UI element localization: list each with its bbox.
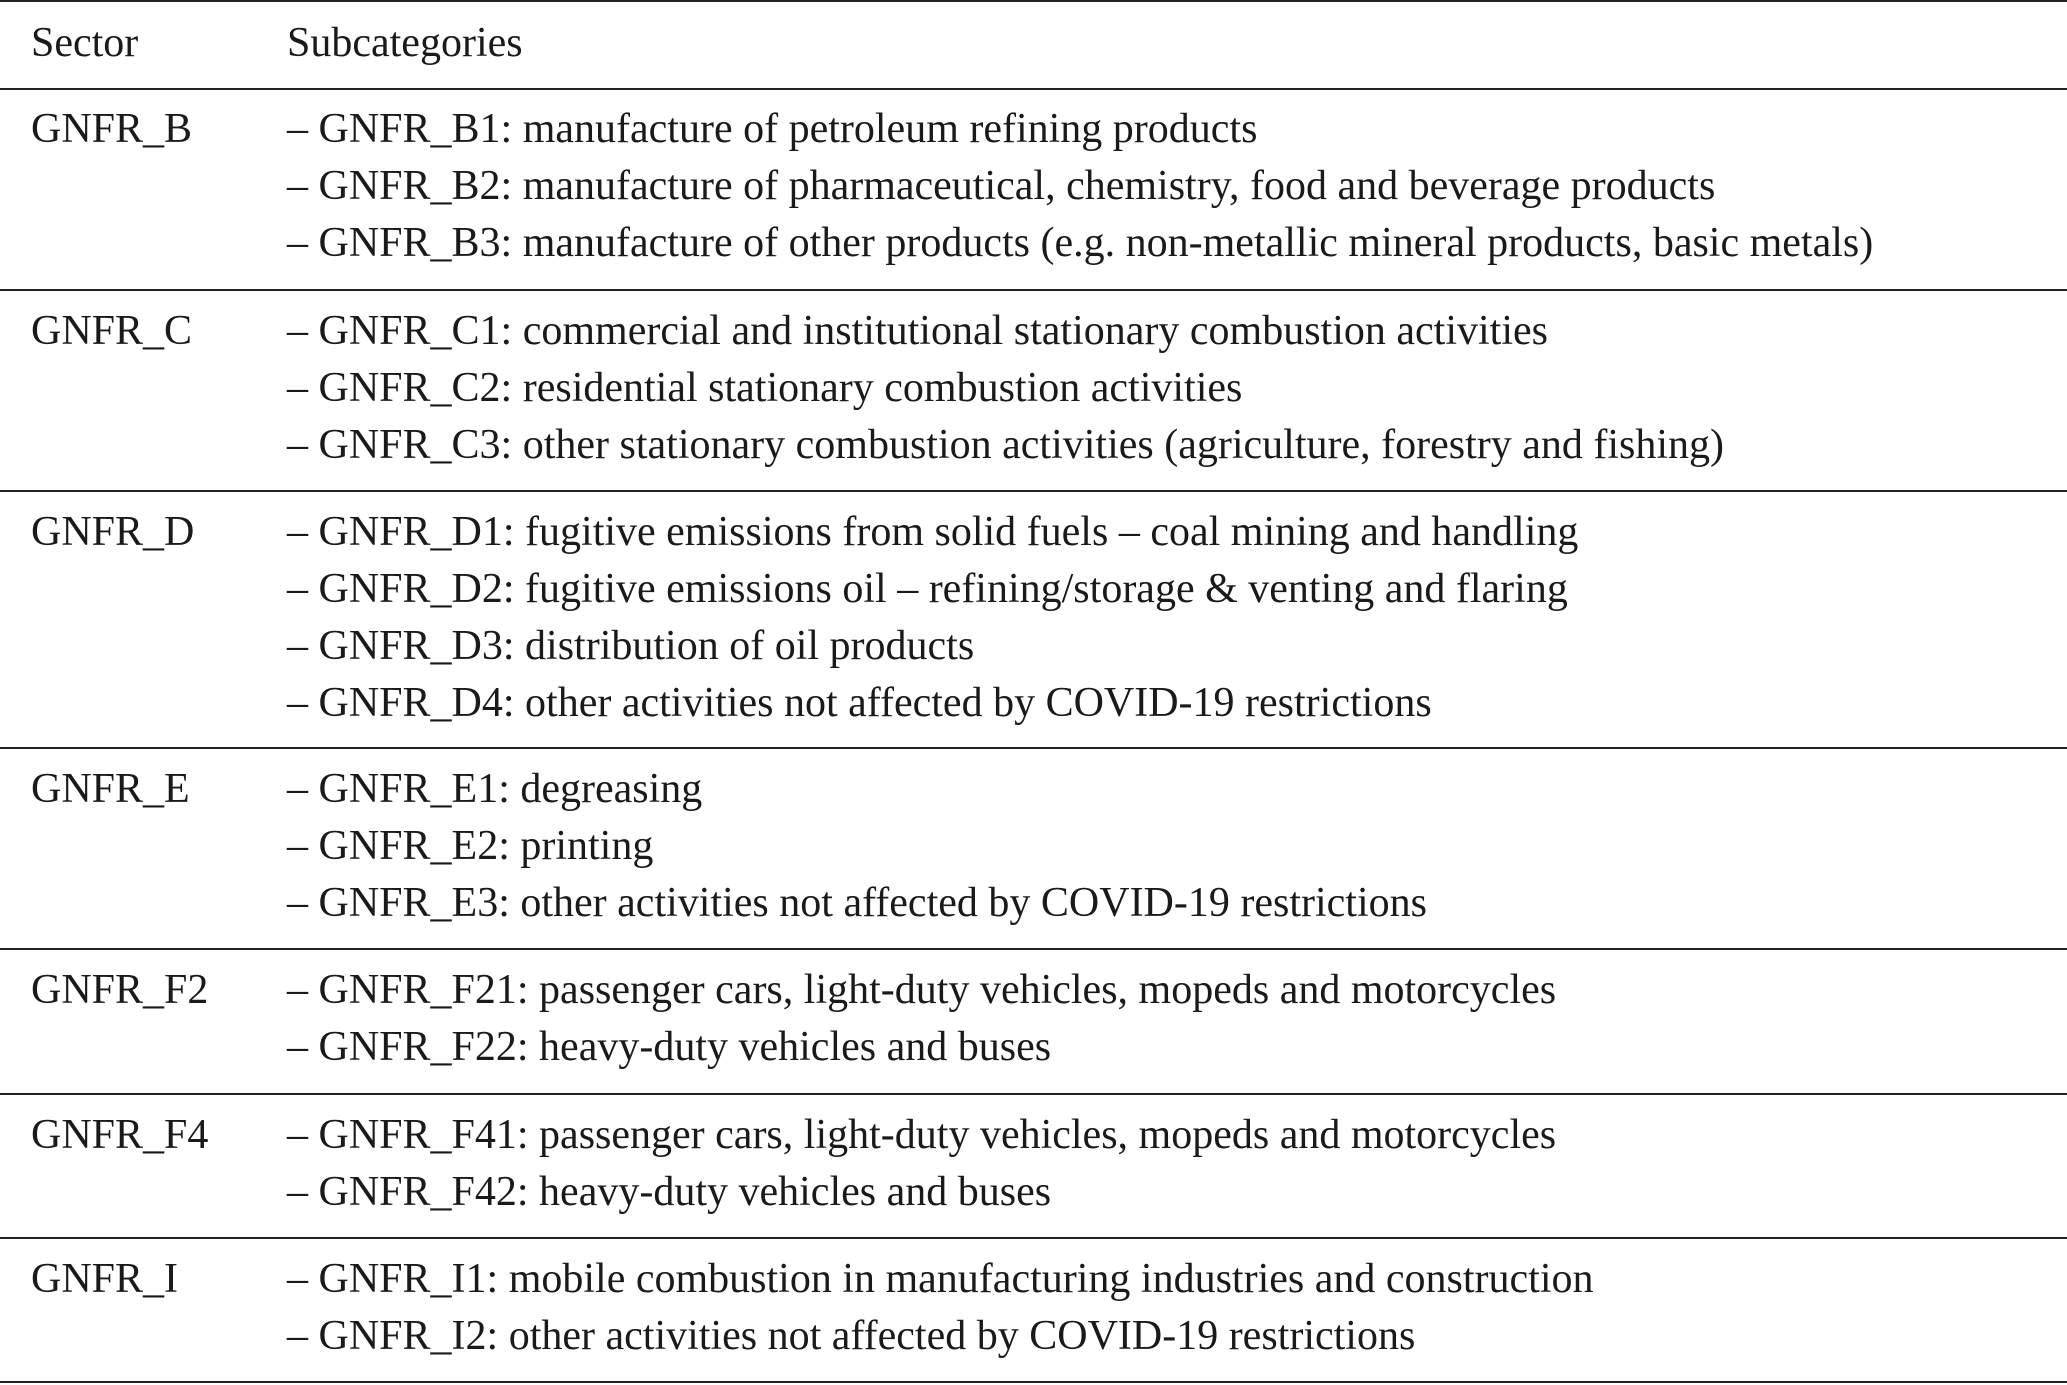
row-subcategories: [287, 962, 1556, 1076]
subcategory-line: – GNFR_I2: other activities not affected by COVID-19 restrictions: [287, 1313, 1416, 1359]
subcategory-line: – GNFR_D3: distribution of oil products: [287, 623, 975, 669]
row-sector: GNFR_B: [31, 106, 193, 152]
subcategory-line: – GNFR_D1: fugitive emissions from solid fuels – coal mining and handling: [287, 509, 1579, 555]
row-subcategories: [287, 504, 1578, 732]
table-header: [0, 0, 2067, 88]
subcategory-line: – GNFR_F42: heavy-duty vehicles and buses: [287, 1169, 1052, 1215]
row-divider: [0, 1093, 2067, 1095]
header-subcategories: Subcategories: [287, 20, 523, 66]
row-sector: GNFR_F4: [31, 1112, 209, 1158]
subcategory-line: – GNFR_F21: passenger cars, light-duty vehicles, mopeds and motorcycles: [287, 967, 1557, 1013]
row-sector: GNFR_E: [31, 766, 190, 812]
row-sector: GNFR_C: [31, 308, 193, 354]
subcategory-line: – GNFR_C3: other stationary combustion activities (agriculture, forestry and fishing): [287, 422, 1725, 468]
subcategory-line: – GNFR_F41: passenger cars, light-duty vehicles, mopeds and motorcycles: [287, 1112, 1557, 1158]
subcategory-line: – GNFR_F22: heavy-duty vehicles and buses: [287, 1024, 1052, 1070]
row-divider: [0, 948, 2067, 950]
row-divider: [0, 490, 2067, 492]
row-sector: GNFR_F2: [31, 967, 209, 1013]
row-divider: [0, 289, 2067, 291]
row-divider: [0, 1237, 2067, 1239]
row-divider: [0, 747, 2067, 749]
row-subcategories: [287, 1107, 1556, 1221]
subcategory-line: – GNFR_B2: manufacture of pharmaceutical, chemistry, food and beverage products: [287, 163, 1716, 209]
subcategory-line: – GNFR_I1: mobile combustion in manufacturing industries and construction: [287, 1256, 1594, 1302]
row-subcategories: [287, 1251, 1594, 1365]
row-subcategories: [287, 101, 1873, 272]
subcategory-line: – GNFR_E1: degreasing: [287, 766, 703, 812]
row-sector: GNFR_I: [31, 1256, 179, 1302]
header-rule: [0, 88, 2067, 90]
row-subcategories: [287, 761, 1427, 932]
subcategory-line: – GNFR_E3: other activities not affected by COVID-19 restrictions: [287, 880, 1427, 926]
subcategory-line: – GNFR_B3: manufacture of other products (e.g. non-metallic mineral products, basic metals): [287, 220, 1874, 266]
bottom-rule: [0, 1381, 2067, 1383]
row-sector: GNFR_D: [31, 509, 195, 555]
header-sector: Sector: [31, 20, 139, 66]
row-subcategories: [287, 303, 1724, 474]
subcategory-line: – GNFR_C2: residential stationary combustion activities: [287, 365, 1243, 411]
subcategory-line: – GNFR_D4: other activities not affected by COVID-19 restrictions: [287, 680, 1432, 726]
subcategory-line: – GNFR_C1: commercial and institutional stationary combustion activities: [287, 308, 1548, 354]
subcategory-line: – GNFR_B1: manufacture of petroleum refining products: [287, 106, 1258, 152]
subcategory-line: – GNFR_D2: fugitive emissions oil – refining/storage & venting and flaring: [287, 566, 1568, 612]
subcategory-line: – GNFR_E2: printing: [287, 823, 654, 869]
